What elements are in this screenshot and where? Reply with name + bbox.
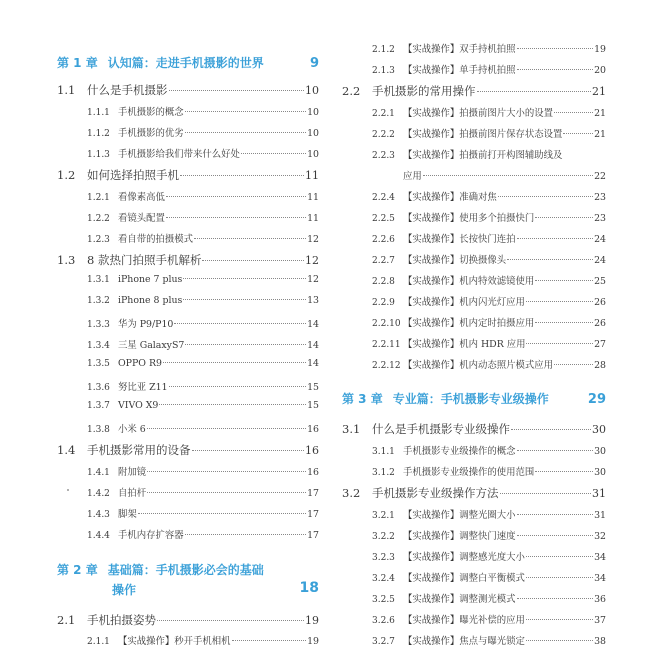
entry-page-number: 13 (307, 295, 319, 306)
entry-page-number: 11 (305, 169, 319, 182)
entry-page-number: 31 (594, 510, 606, 521)
entry-page-number: 34 (594, 552, 606, 563)
entry-page-number: 26 (594, 297, 606, 308)
entry-number: 1.4 (57, 443, 76, 457)
entry-page-number: 23 (594, 192, 606, 203)
dot-leader (185, 534, 306, 535)
toc-subsection-entry[interactable] (57, 421, 319, 435)
dot-leader (423, 175, 593, 176)
entry-number: 1.3.4 (87, 341, 110, 351)
entry-number: 2.2.8 (372, 277, 395, 287)
entry-number: 1.1.1 (87, 108, 110, 118)
entry-number: 1.2.1 (87, 193, 110, 203)
dot-leader (159, 404, 306, 405)
dot-leader (563, 133, 593, 134)
entry-title: 使用多个拍摄快门 (459, 213, 535, 224)
entry-page-number: 37 (594, 615, 606, 626)
entry-tag: 【实战操作】 (403, 360, 460, 371)
entry-page-number: 12 (307, 234, 319, 245)
toc-subsection-entry[interactable] (342, 507, 606, 521)
dot-leader (202, 260, 304, 261)
entry-page-number: 10 (307, 128, 319, 139)
entry-number: 2.2.10 (372, 319, 401, 329)
entry-number: 2.2.5 (372, 214, 395, 224)
entry-title: 调整白平衡模式 (459, 573, 525, 584)
toc-subsection-entry[interactable] (57, 485, 319, 499)
entry-number: 2.2.2 (372, 130, 395, 140)
dot-leader (185, 111, 306, 112)
toc-subsection-entry[interactable] (342, 294, 606, 308)
entry-number: 3.2.5 (372, 595, 395, 605)
chapter-number: 第 1 章 (57, 56, 98, 70)
entry-page-number: 11 (307, 213, 319, 224)
dot-leader (477, 91, 592, 92)
toc-subsection-entry[interactable] (57, 146, 319, 160)
entry-title: 8 款热门拍照手机解析 (87, 253, 202, 267)
entry-page-number: 31 (592, 487, 606, 500)
toc-subsection-entry[interactable] (342, 252, 606, 266)
entry-number: 2.2.3 (372, 151, 395, 161)
entry-title: 机内定时拍摄应用 (459, 318, 535, 329)
toc-subsection-entry[interactable] (57, 104, 319, 118)
toc-subsection-entry[interactable] (57, 210, 319, 224)
entry-page-number: 17 (307, 530, 319, 541)
entry-page-number: 22 (594, 171, 606, 182)
entry-number: 3.1.2 (372, 468, 395, 478)
chapter-title-line2: 操作 (112, 583, 137, 597)
entry-title: 机内特效滤镜使用 (459, 276, 535, 287)
toc-subsection-entry[interactable] (57, 379, 319, 393)
toc-subsection-entry[interactable] (342, 41, 606, 55)
toc-subsection-entry[interactable] (342, 62, 606, 76)
toc-section-entry[interactable] (342, 83, 606, 99)
entry-title: 调整感光度大小 (459, 552, 525, 563)
entry-number: 1.2.3 (87, 235, 110, 245)
entry-title: 手机摄影的优劣 (118, 128, 184, 139)
entry-tag: 【实战操作】 (403, 318, 460, 329)
toc-section-entry[interactable] (57, 442, 319, 458)
entry-title: 机内闪光灯应用 (459, 297, 525, 308)
entry-number: 1.2 (57, 168, 76, 182)
entry-title: OPPO R9 (118, 358, 162, 369)
entry-title: 长按快门连拍 (459, 234, 516, 245)
toc-subsection-entry[interactable] (342, 336, 606, 350)
toc-subsection-entry[interactable] (57, 400, 319, 411)
entry-tag: 【实战操作】 (403, 636, 460, 647)
entry-title: 看自带的拍摄模式 (118, 234, 194, 245)
entry-title: 手机内存扩容器 (118, 530, 184, 541)
chapter-page-number: 18 (299, 580, 319, 596)
dot-leader (500, 493, 592, 494)
dot-leader (554, 112, 593, 113)
dot-leader (526, 343, 593, 344)
toc-subsection-entry[interactable] (342, 357, 606, 371)
chapter-page-number: 29 (587, 392, 606, 407)
entry-number: 3.2.3 (372, 553, 395, 563)
toc-subsection-entry[interactable] (57, 527, 319, 541)
dot-leader (241, 153, 306, 154)
entry-title: VIVO X9 (118, 400, 159, 411)
entry-page-number: 30 (594, 446, 606, 457)
entry-number: 3.2.7 (372, 637, 395, 647)
entry-title: 曝光补偿的应用 (459, 615, 525, 626)
entry-page-number: 21 (594, 108, 606, 119)
entry-page-number: 23 (594, 213, 606, 224)
toc-section-entry[interactable] (342, 485, 606, 501)
entry-page-number: 16 (307, 424, 319, 435)
entry-number: 2.1 (57, 613, 76, 627)
entry-number: 1.3.8 (87, 425, 110, 435)
dot-leader (517, 238, 594, 239)
entry-number: 2.2.4 (372, 193, 395, 203)
dot-leader (526, 619, 593, 620)
chapter-heading[interactable] (57, 54, 319, 71)
dot-leader (166, 217, 306, 218)
toc-subsection-entry[interactable] (342, 464, 606, 478)
entry-tag: 【实战操作】 (403, 255, 460, 266)
dot-leader (517, 48, 594, 49)
entry-title: 机内 HDR 应用 (459, 339, 526, 350)
entry-number: 3.2.6 (372, 616, 395, 626)
entry-title: 调整光圈大小 (459, 510, 516, 521)
dot-leader (194, 238, 306, 239)
dot-leader (147, 471, 306, 472)
entry-page-number: 14 (307, 358, 319, 369)
entry-tag: 【实战操作】 (403, 531, 460, 542)
chapter-heading[interactable] (342, 390, 606, 407)
entry-page-number: 17 (307, 488, 319, 499)
entry-tag: 【实战操作】 (403, 192, 460, 203)
entry-title: 秒开手机相机 (174, 636, 231, 647)
entry-title: 拍摄前图片大小的设置 (459, 108, 554, 119)
dot-leader (526, 301, 593, 302)
entry-page-number: 10 (307, 107, 319, 118)
dot-leader (535, 280, 593, 281)
dot-leader (183, 299, 306, 300)
entry-page-number: 24 (594, 234, 606, 245)
entry-page-number: 10 (307, 149, 319, 160)
entry-page-number: 15 (307, 400, 319, 411)
entry-title: 手机拍摄姿势 (87, 613, 156, 627)
chapter-title: 认知篇：走进手机摄影的世界 (107, 56, 264, 70)
entry-number: 3.1 (342, 422, 361, 436)
entry-number: 3.2 (342, 486, 361, 500)
entry-title: 什么是手机摄影专业级操作 (372, 422, 510, 436)
entry-title: 自拍杆 (118, 488, 147, 499)
toc-section-entry[interactable] (57, 612, 319, 628)
entry-tag: 【实战操作】 (403, 573, 460, 584)
toc-subsection-entry[interactable] (57, 231, 319, 245)
dot-leader (526, 577, 593, 578)
entry-title: 手机摄影的概念 (118, 107, 184, 118)
entry-title: 机内动态照片模式应用 (459, 360, 554, 371)
entry-page-number: 11 (307, 192, 319, 203)
entry-title: 看镜头配置 (118, 213, 165, 224)
entry-title: 手机摄影给我们带来什么好处 (118, 149, 240, 160)
dot-leader (535, 322, 593, 323)
entry-title: 看像素高低 (118, 192, 165, 203)
toc-subsection-entry[interactable] (57, 189, 319, 203)
entry-title: 什么是手机摄影 (87, 83, 168, 97)
entry-tag: 【实战操作】 (403, 339, 460, 350)
entry-title: 小米 6 (118, 424, 146, 435)
entry-tag: 【实战操作】 (403, 510, 460, 521)
toc-subsection-entry[interactable] (342, 612, 606, 626)
entry-page-number: 21 (592, 85, 606, 98)
entry-number: 1.4.4 (87, 531, 110, 541)
entry-page-number: 10 (305, 84, 319, 97)
entry-number: 1.4.2 (87, 489, 110, 499)
entry-page-number: 19 (305, 614, 319, 627)
entry-page-number: 28 (594, 360, 606, 371)
entry-tag: 【实战操作】 (403, 552, 460, 563)
dot-leader (138, 513, 306, 514)
entry-title: 焦点与曝光锁定 (459, 636, 525, 647)
entry-title: iPhone 8 plus (118, 295, 183, 306)
entry-number: 1.3 (57, 253, 76, 267)
entry-tag: 【实战操作】 (403, 615, 460, 626)
entry-number: 1.4.1 (87, 468, 110, 478)
entry-page-number: 15 (307, 382, 319, 393)
stray-dot (67, 489, 69, 491)
entry-number: 2.2.12 (372, 361, 401, 371)
toc-subsection-entry[interactable] (57, 316, 319, 330)
entry-title: 附加镜 (118, 467, 147, 478)
entry-page-number: 21 (594, 129, 606, 140)
entry-title: 调整测光模式 (459, 594, 516, 605)
entry-number: 2.1.3 (372, 66, 395, 76)
toc-subsection-entry[interactable] (342, 549, 606, 563)
entry-page-number: 19 (594, 44, 606, 55)
toc-subsection-entry[interactable] (342, 210, 606, 224)
dot-leader (517, 69, 594, 70)
entry-tag: 【实战操作】 (403, 65, 460, 76)
entry-title: 如何选择拍照手机 (87, 168, 179, 182)
entry-title: 手机摄影专业级操作的概念 (403, 446, 516, 457)
dot-leader (166, 196, 306, 197)
dot-leader (183, 278, 306, 279)
entry-page-number: 26 (594, 318, 606, 329)
chapter-title: 基础篇：手机摄影必会的基础 (107, 563, 264, 577)
entry-number: 1.3.2 (87, 296, 110, 306)
toc-subsection-entry[interactable] (342, 105, 606, 119)
entry-number: 2.2.9 (372, 298, 395, 308)
entry-page-number: 16 (305, 444, 319, 457)
entry-page-number: 38 (594, 636, 606, 647)
dot-leader (163, 362, 306, 363)
dot-leader (517, 598, 594, 599)
toc-subsection-entry[interactable] (342, 528, 606, 542)
entry-title: 切换摄像头 (459, 255, 507, 266)
entry-page-number: 20 (594, 65, 606, 76)
toc-subsection-entry[interactable] (342, 231, 606, 245)
entry-title: 手机摄影常用的设备 (87, 443, 191, 457)
entry-title-continued: 应用 (403, 171, 422, 182)
entry-title: 准确对焦 (459, 192, 497, 203)
toc-subsection-entry[interactable] (57, 274, 319, 285)
entry-number: 2.2.7 (372, 256, 395, 266)
entry-page-number: 25 (594, 276, 606, 287)
toc-subsection-entry[interactable] (57, 506, 319, 520)
toc-subsection-entry[interactable] (342, 147, 606, 161)
dot-leader (498, 196, 593, 197)
toc-subsection-entry[interactable] (57, 464, 319, 478)
entry-title: 手机摄影专业级操作方法 (372, 486, 499, 500)
entry-number: 3.1.1 (372, 447, 395, 457)
toc-subsection-entry[interactable] (57, 358, 319, 369)
entry-tag: 【实战操作】 (403, 213, 460, 224)
dot-leader (147, 428, 306, 429)
entry-number: 1.2.2 (87, 214, 110, 224)
dot-leader (232, 640, 307, 641)
chapter-page-number: 9 (309, 56, 319, 71)
entry-tag: 【实战操作】 (403, 108, 460, 119)
entry-page-number: 19 (307, 636, 319, 647)
entry-number: 1.3.5 (87, 359, 110, 369)
entry-number: 2.2.1 (372, 109, 395, 119)
entry-number: 1.3.7 (87, 401, 110, 411)
entry-page-number: 17 (307, 509, 319, 520)
dot-leader (169, 90, 305, 91)
entry-number: 2.2 (342, 84, 361, 98)
chapter-title: 专业篇：手机摄影专业级操作 (392, 392, 549, 406)
entry-number: 1.3.1 (87, 275, 110, 285)
entry-title: iPhone 7 plus (118, 274, 183, 285)
entry-page-number: 36 (594, 594, 606, 605)
entry-title: 努比亚 Z11 (118, 382, 168, 393)
entry-number: 3.2.2 (372, 532, 395, 542)
entry-page-number: 27 (594, 339, 606, 350)
dot-leader (180, 175, 304, 176)
toc-section-entry[interactable] (342, 421, 606, 437)
entry-number: 1.3.3 (87, 320, 110, 330)
entry-number: 2.2.11 (372, 340, 401, 350)
entry-number: 2.1.1 (87, 637, 110, 647)
entry-number: 1.3.6 (87, 383, 110, 393)
entry-page-number: 34 (594, 573, 606, 584)
dot-leader (535, 471, 593, 472)
chapter-heading[interactable] (57, 561, 319, 578)
toc-subsection-entry[interactable] (342, 189, 606, 203)
entry-tag: 【实战操作】 (403, 594, 460, 605)
entry-tag: 【实战操作】 (403, 129, 460, 140)
entry-number: 1.1.3 (87, 150, 110, 160)
entry-page-number: 12 (307, 274, 319, 285)
toc-subsection-entry[interactable] (342, 591, 606, 605)
entry-tag: 【实战操作】 (403, 44, 460, 55)
toc-subsection-entry[interactable] (342, 633, 606, 647)
entry-page-number: 14 (307, 319, 319, 330)
entry-number: 3.2.1 (372, 511, 395, 521)
entry-number: 3.2.4 (372, 574, 395, 584)
entry-number: 1.1.2 (87, 129, 110, 139)
dot-leader (526, 556, 593, 557)
toc-subsection-entry[interactable] (57, 295, 319, 306)
dot-leader (517, 514, 594, 515)
dot-leader (517, 535, 594, 536)
toc-section-entry[interactable] (57, 252, 319, 268)
chapter-number: 第 2 章 (57, 563, 98, 577)
entry-tag: 【实战操作】 (403, 150, 460, 161)
entry-title: 拍摄前图片保存状态设置 (459, 129, 563, 140)
dot-leader (185, 344, 306, 345)
entry-page-number: 14 (307, 340, 319, 351)
entry-page-number: 24 (594, 255, 606, 266)
entry-title: 脚架 (118, 509, 137, 520)
dot-leader (185, 132, 306, 133)
entry-number: 2.1.2 (372, 45, 395, 55)
entry-page-number: 16 (307, 467, 319, 478)
entry-tag: 【实战操作】 (403, 234, 460, 245)
entry-title: 双手持机拍照 (459, 44, 516, 55)
entry-tag: 【实战操作】 (118, 636, 175, 647)
entry-page-number: 32 (594, 531, 606, 542)
dot-leader (157, 620, 304, 621)
toc-subsection-entry[interactable] (342, 168, 606, 182)
dot-leader (526, 640, 593, 641)
entry-title: 单手持机拍照 (459, 65, 516, 76)
entry-tag: 【实战操作】 (403, 276, 460, 287)
entry-page-number: 30 (594, 467, 606, 478)
entry-title: 手机摄影的常用操作 (372, 84, 476, 98)
entry-page-number: 12 (305, 254, 319, 267)
dot-leader (192, 450, 305, 451)
entry-title: 华为 P9/P10 (118, 319, 174, 330)
toc-subsection-entry[interactable] (342, 315, 606, 329)
toc-section-entry[interactable] (57, 82, 319, 98)
dot-leader (554, 364, 593, 365)
dot-leader (535, 217, 593, 218)
dot-leader (147, 492, 306, 493)
dot-leader (517, 450, 594, 451)
entry-title: 手机摄影专业级操作的使用范围 (403, 467, 535, 478)
toc-subsection-entry[interactable] (342, 570, 606, 584)
entry-title: 调整快门速度 (459, 531, 516, 542)
dot-leader (511, 429, 591, 430)
toc-section-entry[interactable] (57, 167, 319, 183)
toc-subsection-entry[interactable] (57, 633, 319, 647)
toc-subsection-entry[interactable] (342, 126, 606, 140)
dot-leader (507, 259, 593, 260)
entry-number: 1.4.3 (87, 510, 110, 520)
dot-leader (174, 323, 306, 324)
entry-page-number: 30 (592, 423, 606, 436)
entry-number: 1.1 (57, 83, 76, 97)
toc-subsection-entry[interactable] (342, 273, 606, 287)
toc-subsection-entry[interactable] (57, 125, 319, 139)
entry-tag: 【实战操作】 (403, 297, 460, 308)
entry-number: 2.2.6 (372, 235, 395, 245)
entry-title: 三星 GalaxyS7 (118, 340, 185, 351)
toc-subsection-entry[interactable] (57, 337, 319, 351)
toc-subsection-entry[interactable] (342, 443, 606, 457)
dot-leader (169, 386, 307, 387)
entry-title: 拍摄前打开构图辅助线及 (459, 150, 563, 161)
chapter-number: 第 3 章 (342, 392, 383, 406)
